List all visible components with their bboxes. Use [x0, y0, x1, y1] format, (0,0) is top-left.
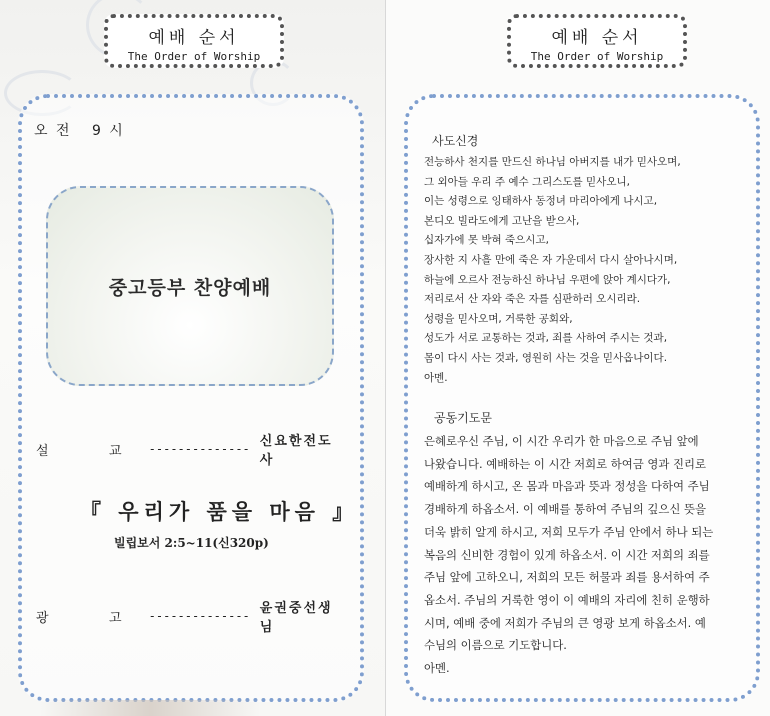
service-title-box	[46, 186, 334, 386]
prayer-line: 은혜로우신 주님, 이 시간 우리가 한 마음으로 주님 앞에	[424, 434, 699, 448]
header-title-ko: 예배 순서	[148, 28, 240, 48]
sermon-title: 『 우리가 품을 마음 』	[80, 500, 359, 524]
creed-line: 장사한 지 사흘 만에 죽은 자 가운데서 다시 살아나시며,	[424, 253, 678, 266]
creed-line: 이는 성령으로 잉태하사 동정녀 마리아에게 나시고,	[424, 195, 658, 208]
creed-line: 전능하사 천지를 만드신 하나님 아버지를 내가 믿사오며,	[424, 156, 681, 168]
prayer-title: 공동기도문	[434, 411, 492, 425]
creed-title: 사도신경	[432, 134, 479, 148]
sermon-row	[36, 430, 346, 468]
prayer-line: 옵소서. 주님의 거룩한 영이 이 예배의 자리에 친히 운행하	[424, 592, 710, 607]
creed-line: 그 외아들 우리 주 예수 그리스도를 믿사오니,	[424, 175, 630, 188]
scripture-reference: 빌립보서 2:5~11(신320p)	[114, 536, 269, 550]
page-fold	[385, 0, 386, 716]
left-header-box	[104, 14, 284, 68]
creed-line: 성도가 서로 교통하는 것과, 죄를 사하여 주시는 것과,	[424, 332, 668, 345]
common-prayer	[424, 430, 754, 680]
creed-line: 십자가에 못 박혀 죽으시고,	[424, 234, 549, 247]
creed-line: 성령을 믿사오며, 거룩한 공회와,	[424, 312, 573, 325]
prayer-line: 복음의 신비한 경험이 있게 하옵소서. 이 시간 저희의 죄를	[424, 547, 710, 562]
right-header-box	[507, 14, 687, 68]
prayer-line: 나왔습니다. 예배하는 이 시간 저희로 하여금 영과 진리로	[424, 456, 707, 471]
header-title-en: The Order of Worship	[127, 50, 261, 63]
prayer-line: 주님 앞에 고하오니, 저희의 모든 허물과 죄를 용서하여 주	[424, 570, 710, 585]
announcer-name: 윤권중선생님	[259, 601, 333, 635]
prayer-line: 더욱 밝히 알게 하시고, 저희 모두가 주님 안에서 하나 되는	[424, 524, 714, 539]
service-time	[34, 120, 139, 140]
creed-line: 몸이 다시 사는 것과, 영원히 사는 것을 믿사옵나이다.	[424, 351, 668, 364]
announcement-row	[36, 597, 346, 635]
prayer-line: 아멘.	[424, 661, 450, 676]
creed-line: 아멘.	[424, 371, 448, 384]
prayer-line: 경배하게 하옵소서. 이 예배를 통하여 주님의 깊으신 뜻을	[424, 502, 707, 517]
prayer-line: 시며, 예배 중에 저희가 주님의 큰 영광 보게 하옵소서. 예	[424, 615, 706, 630]
preacher-name: 신요한전도사	[259, 434, 333, 468]
sermon-label-a: 설	[36, 443, 49, 459]
prayer-line: 예배하게 하시고, 온 몸과 마음과 뜻과 정성을 다하여 주님	[424, 479, 710, 494]
creed-line: 하늘에 오르사 전능하신 하나님 우편에 앉아 계시다가,	[424, 273, 671, 286]
announcement-label-b: 고	[109, 610, 122, 626]
decorative-flower-strip	[40, 700, 260, 716]
creed-line: 본디오 빌라도에게 고난을 받으사,	[424, 214, 580, 227]
sermon-label-b: 교	[109, 443, 122, 459]
time-period: 오 전	[34, 123, 72, 139]
announcement-label-a: 광	[36, 610, 49, 626]
announcement-dashes: --------------	[148, 609, 250, 623]
sermon-dashes: --------------	[148, 442, 250, 456]
service-title: 중고등부 찬양예배	[108, 276, 272, 299]
prayer-line: 수님의 이름으로 기도합니다.	[424, 638, 567, 653]
apostles-creed	[424, 153, 754, 388]
header-title-en: The Order of Worship	[530, 50, 664, 63]
time-hour: 9 시	[91, 123, 125, 139]
creed-line: 저리로서 산 자와 죽은 자를 심판하러 오시리라.	[424, 293, 641, 306]
header-title-ko: 예배 순서	[551, 28, 643, 48]
